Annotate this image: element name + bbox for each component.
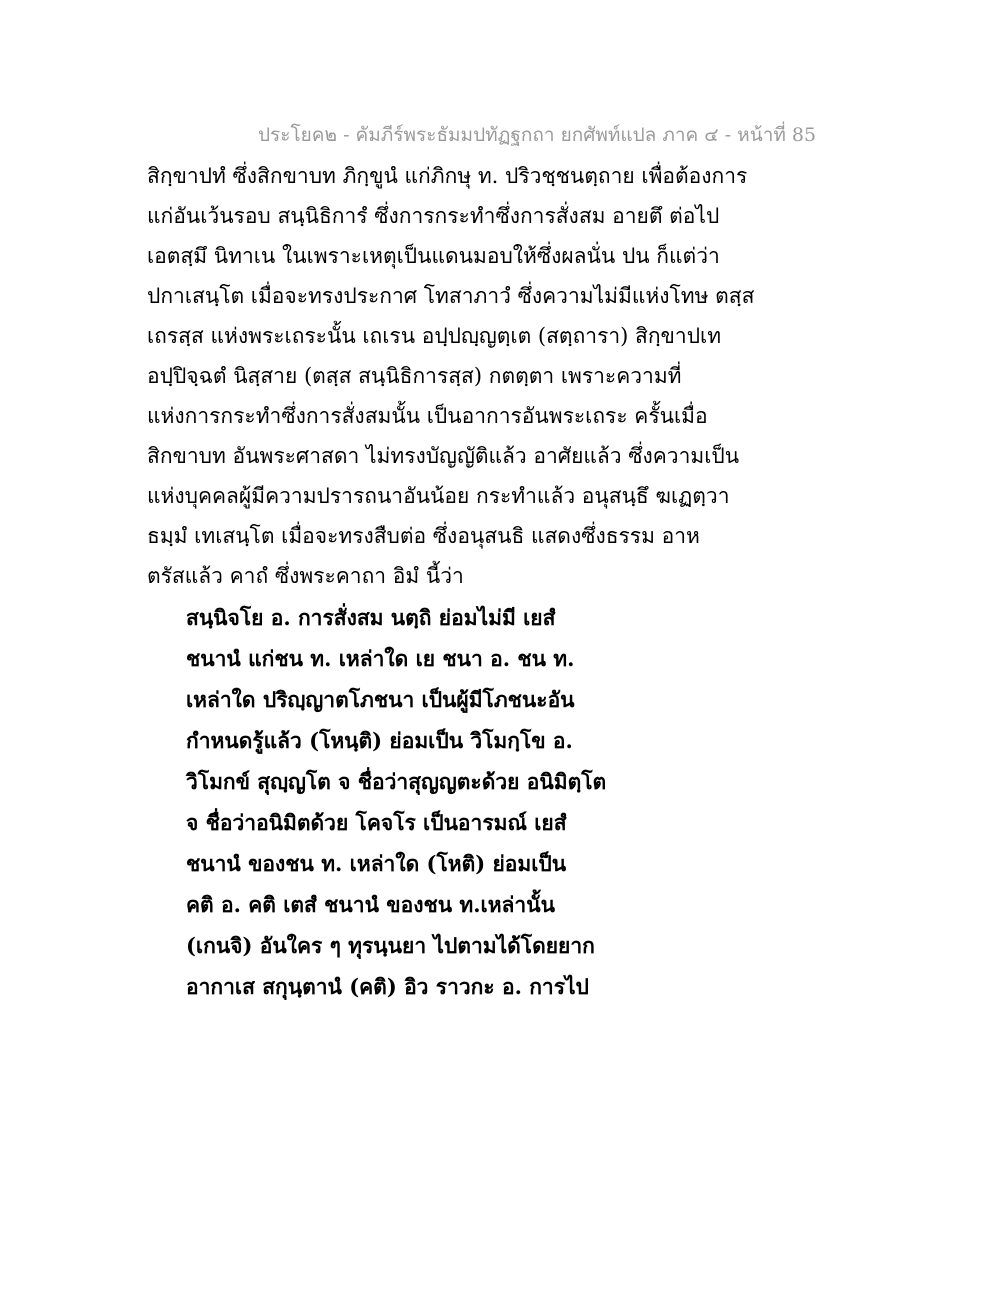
verse-line: สนฺนิจโย อ. การสั่งสม นตฺถิ ย่อมไม่มี เยสํ bbox=[186, 605, 556, 630]
body-line: อปฺปิจฺฉตํ นิสฺสาย (ตสฺส สนฺนิธิการสฺส) กตตฺตา เพราะความที่ bbox=[147, 364, 682, 388]
running-header: ประโยค๒ - คัมภีร์พระธัมมปทัฏฐกถา ยกศัพท์แปล ภาค ๔ - หน้าที่ 85 bbox=[258, 124, 817, 146]
verse-line: อากาเส สกุนฺตานํ (คติ) อิว ราวกะ อ. การไป bbox=[186, 974, 589, 999]
verse-line: ชนานํ ของชน ท. เหล่าใด (โหติ) ย่อมเป็น bbox=[186, 851, 567, 876]
verse-line: (เกนจิ) อันใคร ๆ ทุรนฺนยา ไปตามได้โดยยาก bbox=[186, 933, 595, 958]
verse-line: ชนานํ แก่ชน ท. เหล่าใด เย ชนา อ. ชน ท. bbox=[186, 646, 575, 671]
verse-line: คติ อ. คติ เตสํ ชนานํ ของชน ท.เหล่านั้น bbox=[186, 892, 555, 917]
body-line: สิกฺขาปทํ ซึ่งสิกขาบท ภิกฺขูนํ แก่ภิกษุ ท. ปริวชฺชนตฺถาย เพื่อต้องการ bbox=[147, 164, 748, 188]
body-line: แห่งบุคคลผู้มีความปรารถนาอันน้อย กระทำแล้ว อนุสนฺธึ ฆเฏตฺวา bbox=[147, 484, 730, 508]
body-line: แก่อันเว้นรอบ สนฺนิธิการํ ซึ่งการกระทำซึ่งการสั่งสม อายตึ ต่อไป bbox=[147, 204, 720, 228]
body-line: เถรสฺส แห่งพระเถระนั้น เถเรน อปฺปญฺญตฺเต (สตฺถารา) สิกฺขาปเท bbox=[147, 324, 722, 348]
verse-line: วิโมกข์ สุญฺญโต จ ชื่อว่าสุญญตะด้วย อนิมิตฺโต bbox=[186, 769, 607, 794]
verse-block bbox=[186, 597, 946, 1007]
body-line: สิกขาบท อันพระศาสดา ไม่ทรงบัญญัติแล้ว อาศัยแล้ว ซึ่งความเป็น bbox=[147, 444, 740, 468]
body-line: ตรัสแล้ว คาถํ ซึ่งพระคาถา อิมํ นี้ว่า bbox=[147, 564, 464, 588]
verse-line: กำหนดรู้แล้ว (โหนฺติ) ย่อมเป็น วิโมกฺโข อ. bbox=[186, 728, 573, 753]
body-line: ธมฺมํ เทเสนฺโต เมื่อจะทรงสืบต่อ ซึ่งอนุสนธิ แสดงซึ่งธรรม อาห bbox=[147, 524, 700, 548]
verse-line: จ ชื่อว่าอนิมิตด้วย โคจโร เป็นอารมณ์ เยสํ bbox=[186, 810, 567, 835]
body-line: แห่งการกระทำซึ่งการสั่งสมนั้น เป็นอาการอันพระเถระ ครั้นเมื่อ bbox=[147, 404, 708, 428]
verse-line: เหล่าใด ปริญฺญาตโภชนา เป็นผู้มีโภชนะอัน bbox=[186, 687, 575, 712]
body-text bbox=[147, 156, 947, 596]
body-line: เอตสฺมึ นิทาเน ในเพราะเหตุเป็นแดนมอบให้ซึ่งผลนั่น ปน ก็แต่ว่า bbox=[147, 244, 720, 268]
body-line: ปกาเสนฺโต เมื่อจะทรงประกาศ โทสาภาวํ ซึ่งความไม่มีแห่งโทษ ตสฺส bbox=[147, 284, 755, 308]
